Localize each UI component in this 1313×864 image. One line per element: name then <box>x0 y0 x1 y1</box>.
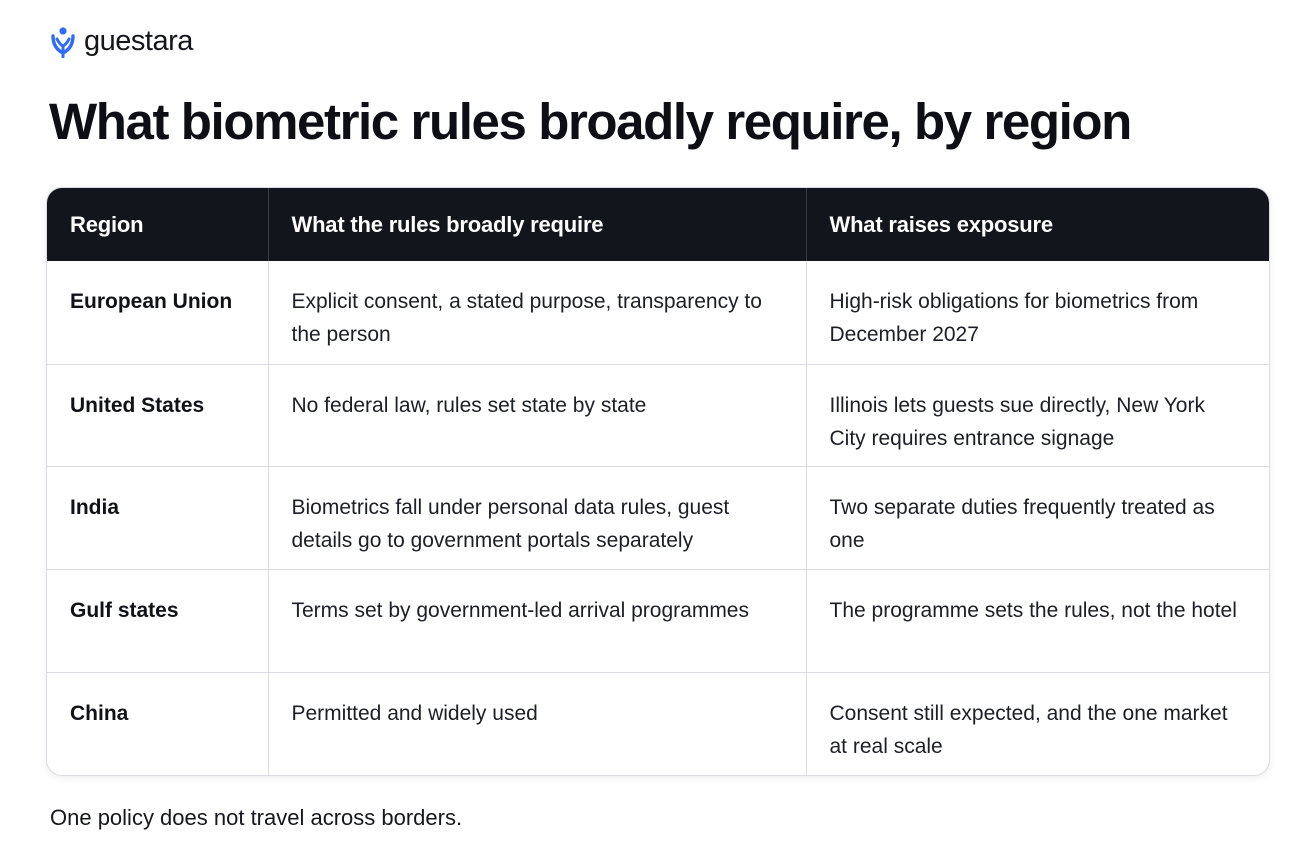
region-cell: Gulf states <box>47 570 268 673</box>
column-header-requirements: What the rules broadly require <box>268 188 806 261</box>
table-row <box>47 570 1269 673</box>
exposure-cell: Illinois lets guests sue directly, New York City requires entrance signage <box>806 364 1269 466</box>
column-header-region: Region <box>47 188 268 261</box>
table-row <box>47 261 1269 364</box>
table-row <box>47 364 1269 466</box>
table-row <box>47 466 1269 569</box>
requirement-cell: Terms set by government-led arrival programmes <box>268 570 806 673</box>
region-cell: China <box>47 673 268 775</box>
exposure-cell: Consent still expected, and the one market at real scale <box>806 673 1269 775</box>
region-cell: India <box>47 466 268 569</box>
region-cell: United States <box>47 364 268 466</box>
column-header-exposure: What raises exposure <box>806 188 1269 261</box>
guestara-logo-icon <box>50 26 76 58</box>
exposure-cell: Two separate duties frequently treated as one <box>806 466 1269 569</box>
exposure-cell: High-risk obligations for biometrics from December 2027 <box>806 261 1269 364</box>
requirement-cell: Biometrics fall under personal data rules, guest details go to government portals separately <box>268 466 806 569</box>
brand-name: guestara <box>84 24 193 57</box>
region-cell: European Union <box>70 290 233 313</box>
exposure-cell: The programme sets the rules, not the hotel <box>806 570 1269 673</box>
page-title: What biometric rules broadly require, by region <box>49 93 1131 150</box>
region-rules-table <box>46 187 1270 776</box>
requirement-cell: No federal law, rules set state by state <box>268 364 806 466</box>
table-header-row <box>47 188 1269 261</box>
requirement-cell: Explicit consent, a stated purpose, transparency to the person <box>268 261 806 364</box>
brand-header <box>50 26 193 58</box>
footer-note: One policy does not travel across borders. <box>50 805 463 830</box>
table-row <box>47 673 1269 775</box>
requirement-cell: Permitted and widely used <box>268 673 806 775</box>
